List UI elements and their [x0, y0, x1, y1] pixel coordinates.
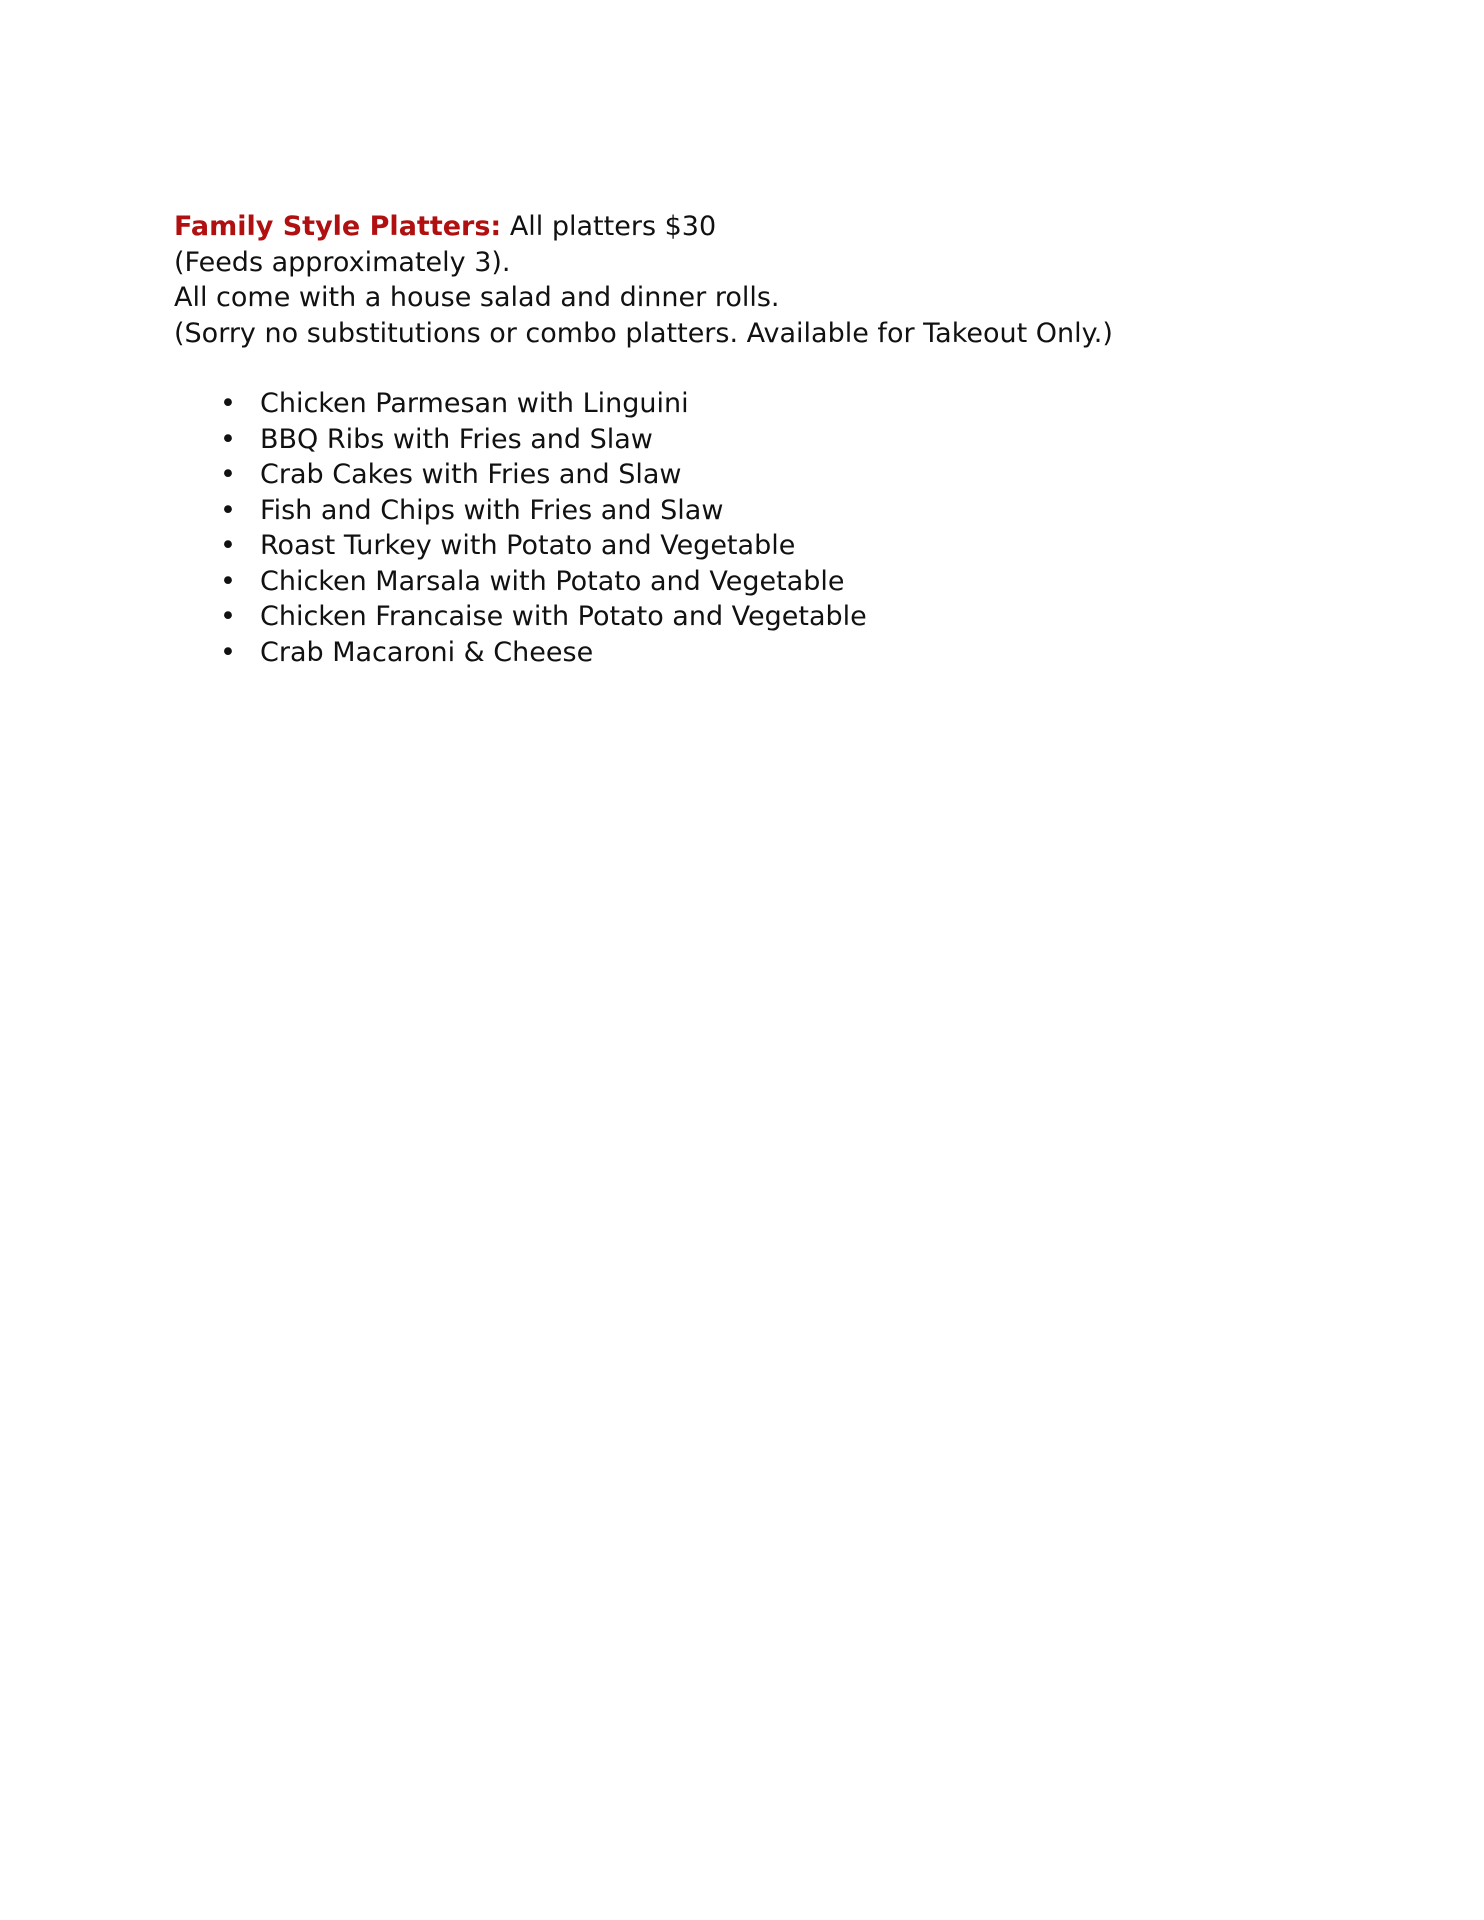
list-item [174, 493, 1334, 529]
menu-section [174, 209, 1334, 670]
platter-name: Chicken Marsala with Potato and Vegetable [260, 565, 845, 597]
list-item [174, 386, 1334, 422]
bullet-icon: • [220, 423, 236, 455]
feeds-note: (Feeds approximately 3). [174, 246, 511, 278]
bullet-icon: • [220, 636, 236, 668]
platter-name: Fish and Chips with Fries and Slaw [260, 494, 724, 526]
platter-name: Crab Cakes with Fries and Slaw [260, 459, 682, 490]
section-title: Family Style Platters: [174, 211, 502, 242]
list-item [174, 635, 1334, 671]
disclaimer-note: (Sorry no substitutions or combo platters. Available for Takeout Only.) [174, 317, 1113, 349]
list-item [174, 599, 1334, 635]
heading-line [174, 209, 1334, 245]
price-note: All platters $30 [509, 211, 717, 242]
list-item [174, 564, 1334, 600]
bullet-icon: • [220, 494, 236, 526]
bullet-icon: • [220, 459, 236, 490]
list-item [174, 457, 1334, 493]
platter-name: Crab Macaroni & Cheese [260, 636, 594, 668]
platter-list [174, 386, 1334, 670]
bullet-icon: • [220, 388, 236, 419]
bullet-icon: • [220, 601, 236, 632]
includes-note: All come with a house salad and dinner rolls. [174, 282, 780, 313]
list-item [174, 422, 1334, 458]
bullet-icon: • [220, 530, 236, 561]
bullet-icon: • [220, 565, 236, 597]
platter-name: Chicken Parmesan with Linguini [260, 388, 689, 419]
platter-name: BBQ Ribs with Fries and Slaw [260, 423, 653, 455]
list-item [174, 528, 1334, 564]
platter-name: Roast Turkey with Potato and Vegetable [260, 530, 796, 561]
platter-name: Chicken Francaise with Potato and Vegetable [260, 601, 867, 632]
